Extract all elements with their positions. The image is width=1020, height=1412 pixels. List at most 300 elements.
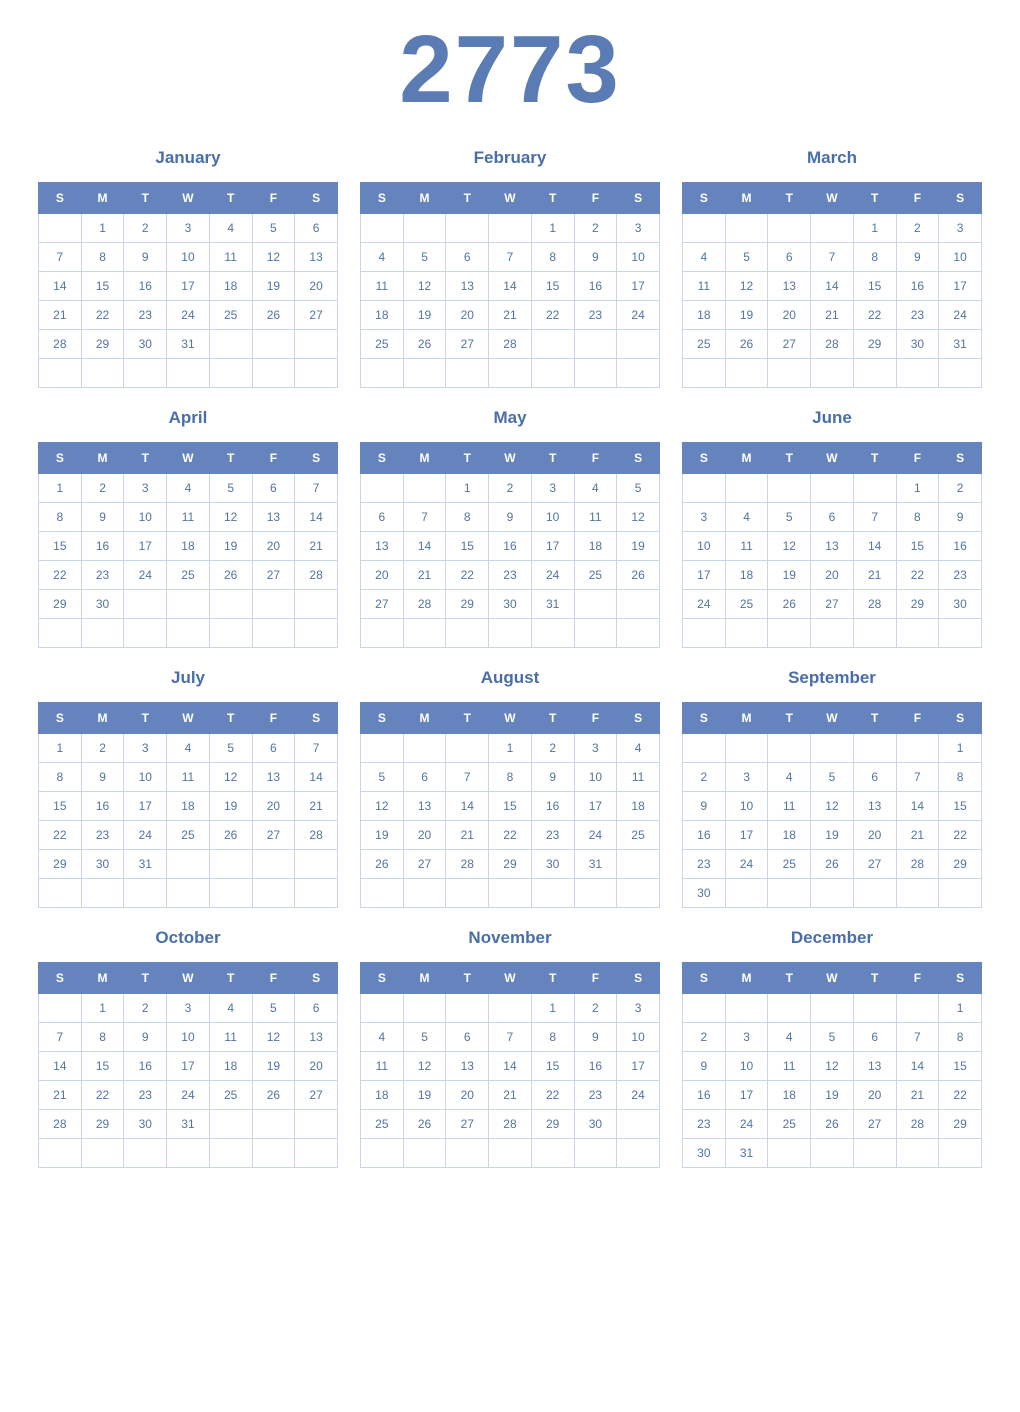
day-cell[interactable]: 11 — [683, 272, 726, 301]
day-cell[interactable]: 6 — [768, 243, 811, 272]
day-cell[interactable]: 19 — [811, 1081, 854, 1110]
day-cell[interactable]: 6 — [361, 503, 404, 532]
day-cell[interactable]: 11 — [574, 503, 617, 532]
day-cell[interactable]: 22 — [531, 1081, 574, 1110]
day-cell[interactable]: 17 — [574, 792, 617, 821]
day-cell[interactable]: 27 — [446, 330, 489, 359]
day-cell[interactable]: 25 — [361, 330, 404, 359]
day-cell[interactable]: 22 — [81, 1081, 124, 1110]
day-cell[interactable]: 29 — [939, 850, 982, 879]
day-cell[interactable]: 8 — [531, 243, 574, 272]
day-cell[interactable]: 14 — [39, 1052, 82, 1081]
day-cell[interactable]: 20 — [768, 301, 811, 330]
day-cell[interactable]: 21 — [489, 1081, 532, 1110]
day-cell[interactable]: 17 — [531, 532, 574, 561]
day-cell[interactable]: 17 — [167, 272, 210, 301]
day-cell[interactable]: 23 — [124, 301, 167, 330]
day-cell[interactable]: 19 — [725, 301, 768, 330]
day-cell[interactable]: 14 — [295, 503, 338, 532]
day-cell[interactable]: 28 — [295, 821, 338, 850]
day-cell[interactable]: 11 — [361, 1052, 404, 1081]
day-cell[interactable]: 29 — [896, 590, 939, 619]
day-cell[interactable]: 14 — [295, 763, 338, 792]
day-cell[interactable]: 18 — [574, 532, 617, 561]
day-cell[interactable]: 3 — [167, 214, 210, 243]
day-cell[interactable]: 16 — [489, 532, 532, 561]
day-cell[interactable]: 18 — [683, 301, 726, 330]
day-cell[interactable]: 13 — [446, 1052, 489, 1081]
day-cell[interactable]: 12 — [209, 503, 252, 532]
day-cell[interactable]: 12 — [209, 763, 252, 792]
day-cell[interactable]: 3 — [124, 734, 167, 763]
day-cell[interactable]: 1 — [896, 474, 939, 503]
day-cell[interactable]: 7 — [295, 474, 338, 503]
day-cell[interactable]: 11 — [167, 763, 210, 792]
day-cell[interactable]: 5 — [725, 243, 768, 272]
day-cell[interactable]: 6 — [252, 734, 295, 763]
day-cell[interactable]: 13 — [252, 763, 295, 792]
day-cell[interactable]: 2 — [489, 474, 532, 503]
day-cell[interactable]: 27 — [768, 330, 811, 359]
day-cell[interactable]: 9 — [574, 243, 617, 272]
day-cell[interactable]: 13 — [361, 532, 404, 561]
day-cell[interactable]: 8 — [81, 243, 124, 272]
day-cell[interactable]: 26 — [403, 330, 446, 359]
day-cell[interactable]: 25 — [725, 590, 768, 619]
day-cell[interactable]: 15 — [939, 792, 982, 821]
day-cell[interactable]: 23 — [574, 301, 617, 330]
day-cell[interactable]: 26 — [209, 561, 252, 590]
day-cell[interactable]: 16 — [574, 272, 617, 301]
day-cell[interactable]: 24 — [124, 561, 167, 590]
day-cell[interactable]: 7 — [295, 734, 338, 763]
day-cell[interactable]: 1 — [939, 734, 982, 763]
day-cell[interactable]: 17 — [617, 272, 660, 301]
day-cell[interactable]: 30 — [683, 1139, 726, 1168]
day-cell[interactable]: 10 — [617, 243, 660, 272]
day-cell[interactable]: 29 — [39, 590, 82, 619]
day-cell[interactable]: 30 — [574, 1110, 617, 1139]
day-cell[interactable]: 7 — [489, 243, 532, 272]
day-cell[interactable]: 4 — [167, 734, 210, 763]
day-cell[interactable]: 4 — [683, 243, 726, 272]
day-cell[interactable]: 2 — [683, 763, 726, 792]
day-cell[interactable]: 22 — [531, 301, 574, 330]
day-cell[interactable]: 25 — [574, 561, 617, 590]
day-cell[interactable]: 17 — [683, 561, 726, 590]
day-cell[interactable]: 27 — [361, 590, 404, 619]
day-cell[interactable]: 17 — [167, 1052, 210, 1081]
day-cell[interactable]: 8 — [853, 243, 896, 272]
day-cell[interactable]: 25 — [683, 330, 726, 359]
day-cell[interactable]: 18 — [768, 821, 811, 850]
day-cell[interactable]: 4 — [768, 763, 811, 792]
day-cell[interactable]: 17 — [725, 1081, 768, 1110]
day-cell[interactable]: 11 — [209, 243, 252, 272]
day-cell[interactable]: 28 — [811, 330, 854, 359]
day-cell[interactable]: 15 — [896, 532, 939, 561]
day-cell[interactable]: 5 — [811, 1023, 854, 1052]
day-cell[interactable]: 31 — [124, 850, 167, 879]
day-cell[interactable]: 7 — [853, 503, 896, 532]
day-cell[interactable]: 29 — [489, 850, 532, 879]
day-cell[interactable]: 13 — [295, 243, 338, 272]
day-cell[interactable]: 24 — [124, 821, 167, 850]
day-cell[interactable]: 19 — [403, 301, 446, 330]
day-cell[interactable]: 18 — [361, 301, 404, 330]
day-cell[interactable]: 12 — [811, 792, 854, 821]
day-cell[interactable]: 6 — [446, 243, 489, 272]
day-cell[interactable]: 6 — [853, 1023, 896, 1052]
day-cell[interactable]: 13 — [252, 503, 295, 532]
day-cell[interactable]: 23 — [683, 1110, 726, 1139]
day-cell[interactable]: 6 — [403, 763, 446, 792]
day-cell[interactable]: 7 — [446, 763, 489, 792]
day-cell[interactable]: 27 — [811, 590, 854, 619]
day-cell[interactable]: 1 — [531, 214, 574, 243]
day-cell[interactable]: 12 — [811, 1052, 854, 1081]
day-cell[interactable]: 8 — [531, 1023, 574, 1052]
day-cell[interactable]: 30 — [531, 850, 574, 879]
day-cell[interactable]: 23 — [896, 301, 939, 330]
day-cell[interactable]: 24 — [617, 301, 660, 330]
day-cell[interactable]: 21 — [295, 532, 338, 561]
day-cell[interactable]: 8 — [896, 503, 939, 532]
day-cell[interactable]: 25 — [768, 850, 811, 879]
day-cell[interactable]: 30 — [81, 850, 124, 879]
day-cell[interactable]: 25 — [209, 1081, 252, 1110]
day-cell[interactable]: 28 — [896, 850, 939, 879]
day-cell[interactable]: 28 — [489, 330, 532, 359]
day-cell[interactable]: 16 — [124, 1052, 167, 1081]
day-cell[interactable]: 7 — [403, 503, 446, 532]
day-cell[interactable]: 29 — [81, 330, 124, 359]
day-cell[interactable]: 11 — [167, 503, 210, 532]
day-cell[interactable]: 18 — [768, 1081, 811, 1110]
day-cell[interactable]: 21 — [403, 561, 446, 590]
day-cell[interactable]: 4 — [617, 734, 660, 763]
day-cell[interactable]: 8 — [39, 503, 82, 532]
day-cell[interactable]: 13 — [853, 1052, 896, 1081]
day-cell[interactable]: 22 — [489, 821, 532, 850]
day-cell[interactable]: 1 — [531, 994, 574, 1023]
day-cell[interactable]: 9 — [939, 503, 982, 532]
day-cell[interactable]: 27 — [252, 821, 295, 850]
day-cell[interactable]: 16 — [124, 272, 167, 301]
day-cell[interactable]: 8 — [939, 763, 982, 792]
day-cell[interactable]: 15 — [446, 532, 489, 561]
day-cell[interactable]: 2 — [939, 474, 982, 503]
day-cell[interactable]: 20 — [446, 1081, 489, 1110]
day-cell[interactable]: 3 — [939, 214, 982, 243]
day-cell[interactable]: 7 — [39, 243, 82, 272]
day-cell[interactable]: 7 — [896, 1023, 939, 1052]
day-cell[interactable]: 3 — [124, 474, 167, 503]
day-cell[interactable]: 3 — [531, 474, 574, 503]
day-cell[interactable]: 26 — [403, 1110, 446, 1139]
day-cell[interactable]: 28 — [489, 1110, 532, 1139]
day-cell[interactable]: 2 — [81, 734, 124, 763]
day-cell[interactable]: 2 — [531, 734, 574, 763]
day-cell[interactable]: 15 — [81, 1052, 124, 1081]
day-cell[interactable]: 19 — [252, 1052, 295, 1081]
day-cell[interactable]: 2 — [574, 994, 617, 1023]
day-cell[interactable]: 21 — [446, 821, 489, 850]
day-cell[interactable]: 26 — [209, 821, 252, 850]
day-cell[interactable]: 11 — [617, 763, 660, 792]
day-cell[interactable]: 29 — [939, 1110, 982, 1139]
day-cell[interactable]: 23 — [531, 821, 574, 850]
day-cell[interactable]: 11 — [768, 792, 811, 821]
day-cell[interactable]: 1 — [853, 214, 896, 243]
day-cell[interactable]: 9 — [531, 763, 574, 792]
day-cell[interactable]: 19 — [811, 821, 854, 850]
day-cell[interactable]: 1 — [81, 994, 124, 1023]
day-cell[interactable]: 12 — [768, 532, 811, 561]
day-cell[interactable]: 15 — [531, 272, 574, 301]
day-cell[interactable]: 30 — [683, 879, 726, 908]
day-cell[interactable]: 7 — [896, 763, 939, 792]
day-cell[interactable]: 4 — [725, 503, 768, 532]
day-cell[interactable]: 19 — [617, 532, 660, 561]
day-cell[interactable]: 17 — [939, 272, 982, 301]
day-cell[interactable]: 18 — [167, 792, 210, 821]
day-cell[interactable]: 31 — [167, 1110, 210, 1139]
day-cell[interactable]: 3 — [725, 1023, 768, 1052]
day-cell[interactable]: 5 — [403, 1023, 446, 1052]
day-cell[interactable]: 21 — [39, 1081, 82, 1110]
day-cell[interactable]: 10 — [531, 503, 574, 532]
day-cell[interactable]: 17 — [124, 532, 167, 561]
day-cell[interactable]: 20 — [361, 561, 404, 590]
day-cell[interactable]: 13 — [446, 272, 489, 301]
day-cell[interactable]: 22 — [896, 561, 939, 590]
day-cell[interactable]: 25 — [361, 1110, 404, 1139]
day-cell[interactable]: 24 — [574, 821, 617, 850]
day-cell[interactable]: 27 — [403, 850, 446, 879]
day-cell[interactable]: 23 — [683, 850, 726, 879]
day-cell[interactable]: 15 — [39, 792, 82, 821]
day-cell[interactable]: 26 — [811, 1110, 854, 1139]
day-cell[interactable]: 7 — [489, 1023, 532, 1052]
day-cell[interactable]: 27 — [853, 850, 896, 879]
day-cell[interactable]: 6 — [295, 214, 338, 243]
day-cell[interactable]: 9 — [124, 243, 167, 272]
day-cell[interactable]: 2 — [683, 1023, 726, 1052]
day-cell[interactable]: 3 — [683, 503, 726, 532]
day-cell[interactable]: 24 — [725, 1110, 768, 1139]
day-cell[interactable]: 1 — [81, 214, 124, 243]
day-cell[interactable]: 21 — [853, 561, 896, 590]
day-cell[interactable]: 24 — [617, 1081, 660, 1110]
day-cell[interactable]: 16 — [939, 532, 982, 561]
day-cell[interactable]: 4 — [209, 994, 252, 1023]
day-cell[interactable]: 22 — [939, 1081, 982, 1110]
day-cell[interactable]: 16 — [81, 792, 124, 821]
day-cell[interactable]: 6 — [853, 763, 896, 792]
day-cell[interactable]: 26 — [252, 1081, 295, 1110]
day-cell[interactable]: 17 — [725, 821, 768, 850]
day-cell[interactable]: 24 — [725, 850, 768, 879]
day-cell[interactable]: 19 — [403, 1081, 446, 1110]
day-cell[interactable]: 23 — [81, 821, 124, 850]
day-cell[interactable]: 1 — [39, 474, 82, 503]
day-cell[interactable]: 23 — [574, 1081, 617, 1110]
day-cell[interactable]: 29 — [853, 330, 896, 359]
day-cell[interactable]: 7 — [39, 1023, 82, 1052]
day-cell[interactable]: 3 — [725, 763, 768, 792]
day-cell[interactable]: 3 — [167, 994, 210, 1023]
day-cell[interactable]: 19 — [209, 792, 252, 821]
day-cell[interactable]: 21 — [896, 1081, 939, 1110]
day-cell[interactable]: 2 — [124, 994, 167, 1023]
day-cell[interactable]: 1 — [489, 734, 532, 763]
day-cell[interactable]: 21 — [489, 301, 532, 330]
day-cell[interactable]: 2 — [574, 214, 617, 243]
day-cell[interactable]: 27 — [295, 301, 338, 330]
day-cell[interactable]: 11 — [361, 272, 404, 301]
day-cell[interactable]: 21 — [295, 792, 338, 821]
day-cell[interactable]: 25 — [209, 301, 252, 330]
day-cell[interactable]: 4 — [768, 1023, 811, 1052]
day-cell[interactable]: 26 — [617, 561, 660, 590]
day-cell[interactable]: 14 — [896, 792, 939, 821]
day-cell[interactable]: 22 — [39, 821, 82, 850]
day-cell[interactable]: 19 — [209, 532, 252, 561]
day-cell[interactable]: 23 — [489, 561, 532, 590]
day-cell[interactable]: 30 — [124, 330, 167, 359]
day-cell[interactable]: 2 — [81, 474, 124, 503]
day-cell[interactable]: 5 — [811, 763, 854, 792]
day-cell[interactable]: 1 — [39, 734, 82, 763]
day-cell[interactable]: 22 — [939, 821, 982, 850]
day-cell[interactable]: 5 — [768, 503, 811, 532]
day-cell[interactable]: 13 — [811, 532, 854, 561]
day-cell[interactable]: 11 — [725, 532, 768, 561]
day-cell[interactable]: 4 — [361, 1023, 404, 1052]
day-cell[interactable]: 24 — [939, 301, 982, 330]
day-cell[interactable]: 20 — [252, 792, 295, 821]
day-cell[interactable]: 12 — [403, 272, 446, 301]
day-cell[interactable]: 5 — [617, 474, 660, 503]
day-cell[interactable]: 4 — [574, 474, 617, 503]
day-cell[interactable]: 13 — [295, 1023, 338, 1052]
day-cell[interactable]: 12 — [403, 1052, 446, 1081]
day-cell[interactable]: 24 — [683, 590, 726, 619]
day-cell[interactable]: 11 — [209, 1023, 252, 1052]
day-cell[interactable]: 6 — [252, 474, 295, 503]
day-cell[interactable]: 18 — [725, 561, 768, 590]
day-cell[interactable]: 25 — [768, 1110, 811, 1139]
day-cell[interactable]: 14 — [811, 272, 854, 301]
day-cell[interactable]: 21 — [896, 821, 939, 850]
day-cell[interactable]: 26 — [725, 330, 768, 359]
day-cell[interactable]: 14 — [489, 272, 532, 301]
day-cell[interactable]: 5 — [252, 994, 295, 1023]
day-cell[interactable]: 19 — [252, 272, 295, 301]
day-cell[interactable]: 9 — [683, 792, 726, 821]
day-cell[interactable]: 15 — [81, 272, 124, 301]
day-cell[interactable]: 3 — [617, 994, 660, 1023]
day-cell[interactable]: 10 — [124, 763, 167, 792]
day-cell[interactable]: 10 — [683, 532, 726, 561]
day-cell[interactable]: 28 — [853, 590, 896, 619]
day-cell[interactable]: 4 — [167, 474, 210, 503]
day-cell[interactable]: 8 — [489, 763, 532, 792]
day-cell[interactable]: 9 — [574, 1023, 617, 1052]
day-cell[interactable]: 20 — [446, 301, 489, 330]
day-cell[interactable]: 13 — [853, 792, 896, 821]
day-cell[interactable]: 29 — [531, 1110, 574, 1139]
day-cell[interactable]: 23 — [939, 561, 982, 590]
day-cell[interactable]: 30 — [124, 1110, 167, 1139]
day-cell[interactable]: 20 — [295, 272, 338, 301]
day-cell[interactable]: 26 — [768, 590, 811, 619]
day-cell[interactable]: 15 — [853, 272, 896, 301]
day-cell[interactable]: 25 — [167, 561, 210, 590]
day-cell[interactable]: 6 — [811, 503, 854, 532]
day-cell[interactable]: 14 — [853, 532, 896, 561]
day-cell[interactable]: 26 — [811, 850, 854, 879]
day-cell[interactable]: 22 — [39, 561, 82, 590]
day-cell[interactable]: 13 — [768, 272, 811, 301]
day-cell[interactable]: 9 — [683, 1052, 726, 1081]
day-cell[interactable]: 26 — [252, 301, 295, 330]
day-cell[interactable]: 17 — [617, 1052, 660, 1081]
day-cell[interactable]: 27 — [853, 1110, 896, 1139]
day-cell[interactable]: 15 — [939, 1052, 982, 1081]
day-cell[interactable]: 31 — [531, 590, 574, 619]
day-cell[interactable]: 8 — [81, 1023, 124, 1052]
day-cell[interactable]: 24 — [531, 561, 574, 590]
day-cell[interactable]: 24 — [167, 1081, 210, 1110]
day-cell[interactable]: 22 — [446, 561, 489, 590]
day-cell[interactable]: 18 — [209, 1052, 252, 1081]
day-cell[interactable]: 8 — [446, 503, 489, 532]
day-cell[interactable]: 28 — [403, 590, 446, 619]
day-cell[interactable]: 15 — [39, 532, 82, 561]
day-cell[interactable]: 16 — [574, 1052, 617, 1081]
day-cell[interactable]: 12 — [252, 1023, 295, 1052]
day-cell[interactable]: 27 — [252, 561, 295, 590]
day-cell[interactable]: 3 — [617, 214, 660, 243]
day-cell[interactable]: 16 — [896, 272, 939, 301]
day-cell[interactable]: 5 — [209, 474, 252, 503]
day-cell[interactable]: 5 — [252, 214, 295, 243]
day-cell[interactable]: 21 — [39, 301, 82, 330]
day-cell[interactable]: 27 — [446, 1110, 489, 1139]
day-cell[interactable]: 9 — [124, 1023, 167, 1052]
day-cell[interactable]: 18 — [361, 1081, 404, 1110]
day-cell[interactable]: 16 — [531, 792, 574, 821]
day-cell[interactable]: 16 — [81, 532, 124, 561]
day-cell[interactable]: 22 — [81, 301, 124, 330]
day-cell[interactable]: 4 — [361, 243, 404, 272]
day-cell[interactable]: 25 — [167, 821, 210, 850]
day-cell[interactable]: 31 — [167, 330, 210, 359]
day-cell[interactable]: 24 — [167, 301, 210, 330]
day-cell[interactable]: 10 — [167, 1023, 210, 1052]
day-cell[interactable]: 30 — [81, 590, 124, 619]
day-cell[interactable]: 30 — [489, 590, 532, 619]
day-cell[interactable]: 10 — [167, 243, 210, 272]
day-cell[interactable]: 2 — [124, 214, 167, 243]
day-cell[interactable]: 9 — [489, 503, 532, 532]
day-cell[interactable]: 11 — [768, 1052, 811, 1081]
day-cell[interactable]: 29 — [446, 590, 489, 619]
day-cell[interactable]: 3 — [574, 734, 617, 763]
day-cell[interactable]: 10 — [574, 763, 617, 792]
